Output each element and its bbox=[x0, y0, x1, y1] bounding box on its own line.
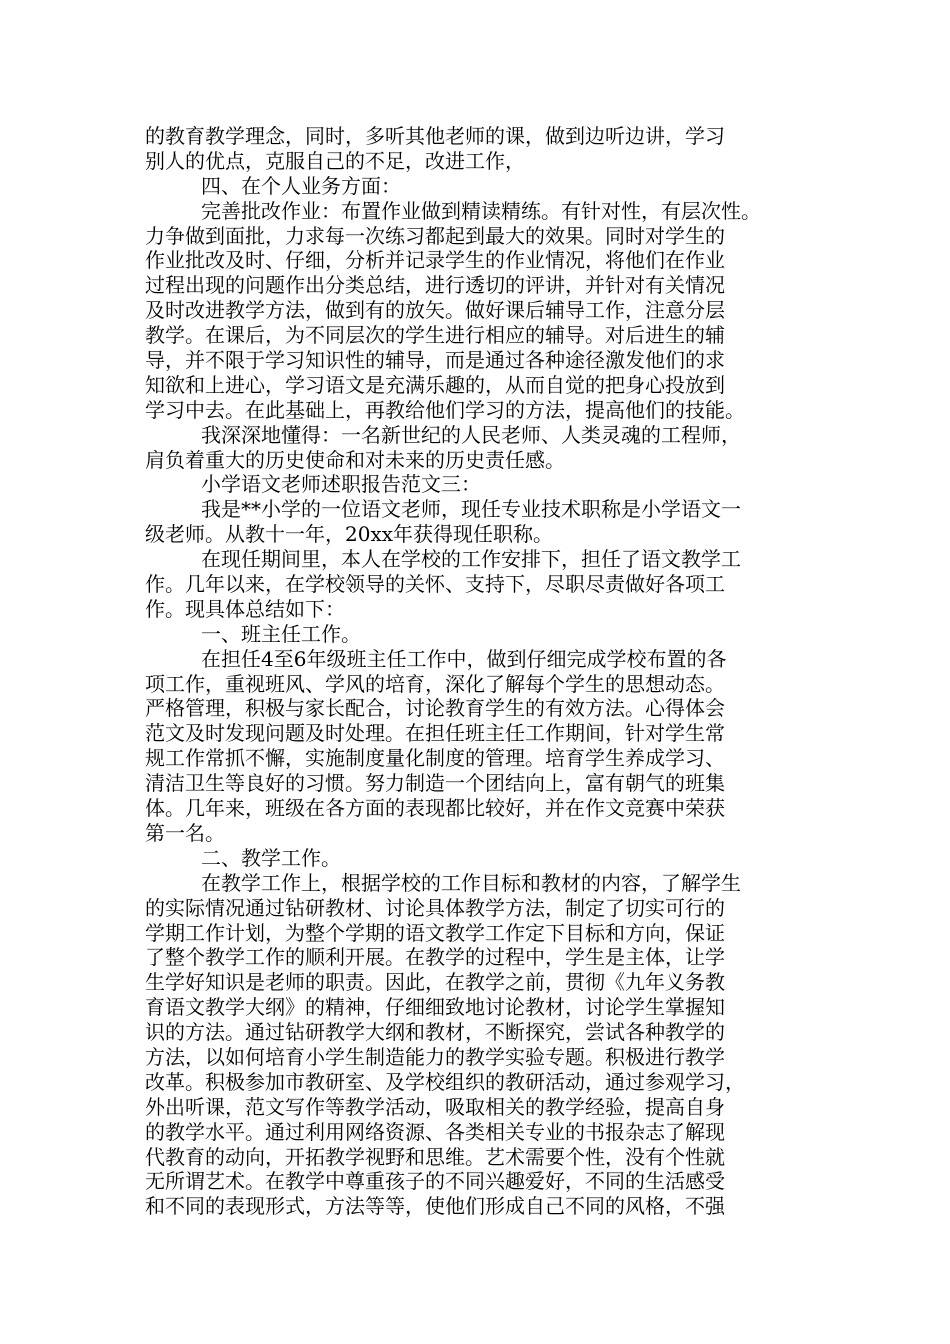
text-line: 的教育教学理念，同时，多听其他老师的课，做到边听边讲，学习 bbox=[145, 124, 725, 148]
text-line: 在担任4至6年级班主任工作中，做到仔细完成学校布置的各 bbox=[201, 646, 727, 671]
text-line: 了整个教学工作的顺利开展。在教学的过程中，学生是主体，让学 bbox=[145, 945, 725, 970]
text-line: 过程出现的问题作出分类总结，进行透切的评讲，并针对有关情况 bbox=[145, 273, 725, 298]
text-line: 生学好知识是老师的职责。因此，在教学之前，贯彻《九年义务教 bbox=[145, 970, 725, 995]
text-line: 教学。在课后，为不同层次的学生进行相应的辅导。对后进生的辅 bbox=[145, 323, 725, 348]
text-line: 力争做到面批，力求每一次练习都起到最大的效果。同时对学生的 bbox=[145, 223, 725, 248]
text-line: 项工作，重视班风、学风的培育，深化了解每个学生的思想动态。 bbox=[145, 671, 725, 696]
text-line: 识的方法。通过钻研教学大纲和教材，不断探究，尝试各种教学的 bbox=[145, 1020, 725, 1045]
text-line: 级老师。从教十一年，20xx年获得现任职称。 bbox=[145, 522, 554, 547]
text-line: 的教学水平。通过利用网络资源、各类相关专业的书报杂志了解现 bbox=[145, 1119, 725, 1144]
text-line: 我深深地懂得：一名新世纪的人民老师、人类灵魂的工程师， bbox=[201, 422, 741, 447]
text-line: 在现任期间里，本人在学校的工作安排下，担任了语文教学工 bbox=[201, 547, 741, 572]
text-line: 体。几年来，班级在各方面的表现都比较好，并在作文竞赛中荣获 bbox=[145, 796, 725, 821]
text-line: 范文及时发现问题及时处理。在担任班主任工作期间，针对学生常 bbox=[145, 721, 725, 746]
text-line: 知欲和上进心，学习语文是充满乐趣的，从而自觉的把身心投放到 bbox=[145, 372, 725, 397]
text-line: 在教学工作上，根据学校的工作目标和教材的内容，了解学生 bbox=[201, 870, 741, 895]
text-line: 作业批改及时、仔细，分析并记录学生的作业情况，将他们在作业 bbox=[145, 248, 725, 273]
text-line: 导，并不限于学习知识性的辅导，而是通过各种途径激发他们的求 bbox=[145, 348, 725, 373]
text-line: 二、教学工作。 bbox=[201, 845, 341, 870]
text-line: 严格管理，积极与家长配合，讨论教育学生的有效方法。心得体会 bbox=[145, 696, 725, 721]
text-line: 作。现具体总结如下： bbox=[145, 596, 345, 621]
text-line: 清洁卫生等良好的习惯。努力制造一个团结向上，富有朝气的班集 bbox=[145, 771, 725, 796]
text-line: 四、在个人业务方面： bbox=[201, 173, 401, 198]
text-line: 小学语文老师述职报告范文三： bbox=[201, 472, 481, 497]
text-line: 一、班主任工作。 bbox=[201, 621, 361, 646]
text-line: 改革。积极参加市教研室、及学校组织的教研活动，通过参观学习， bbox=[145, 1069, 745, 1094]
text-line: 作。几年以来，在学校领导的关怀、支持下，尽职尽责做好各项工 bbox=[145, 572, 725, 597]
text-line: 学习中去。在此基础上，再教给他们学习的方法，提高他们的技能。 bbox=[145, 397, 745, 422]
text-line: 及时改进教学方法，做到有的放矢。做好课后辅导工作，注意分层 bbox=[145, 298, 725, 323]
text-line: 无所谓艺术。在教学中尊重孩子的不同兴趣爱好，不同的生活感受 bbox=[145, 1169, 725, 1194]
text-line: 育语文教学大纲》的精神，仔细细致地讨论教材，讨论学生掌握知 bbox=[145, 995, 725, 1020]
document-page bbox=[145, 124, 825, 1219]
text-line: 规工作常抓不懈，实施制度量化制度的管理。培育学生养成学习、 bbox=[145, 746, 725, 771]
text-line: 我是**小学的一位语文老师，现任专业技术职称是小学语文一 bbox=[201, 497, 741, 522]
text-line: 的实际情况通过钻研教材、讨论具体教学方法，制定了切实可行的 bbox=[145, 895, 725, 920]
text-line: 第一名。 bbox=[145, 820, 225, 845]
text-line: 方法，以如何培育小学生制造能力的教学实验专题。积极进行教学 bbox=[145, 1044, 725, 1069]
text-line: 学期工作计划，为整个学期的语文教学工作定下目标和方向，保证 bbox=[145, 920, 725, 945]
text-line: 别人的优点，克服自己的不足，改进工作， bbox=[145, 148, 525, 173]
text-line: 和不同的表现形式，方法等等，使他们形成自己不同的风格，不强 bbox=[145, 1194, 725, 1219]
text-line: 完善批改作业：布置作业做到精读精练。有针对性，有层次性。 bbox=[201, 198, 761, 223]
text-line: 肩负着重大的历史使命和对未来的历史责任感。 bbox=[145, 447, 565, 472]
text-line: 外出听课，范文写作等教学活动，吸取相关的教学经验，提高自身 bbox=[145, 1094, 725, 1119]
text-line: 代教育的动向，开拓教学视野和思维。艺术需要个性，没有个性就 bbox=[145, 1144, 725, 1169]
